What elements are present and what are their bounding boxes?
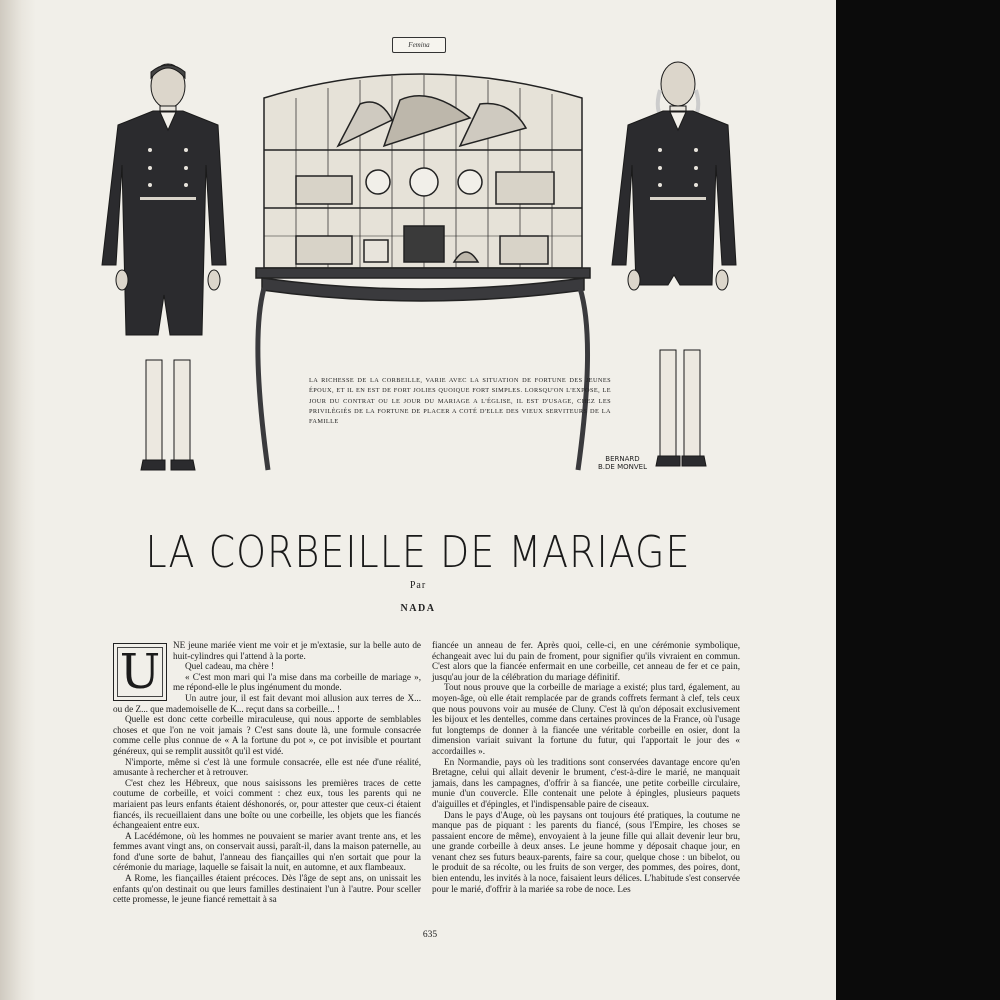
page-number: 635 — [422, 930, 438, 940]
signature-line-1: BERNARD — [605, 455, 640, 463]
paragraph: C'est chez les Hébreux, que nous saisissons les premières traces de cette coutume de corbeille, et voici comment : chez eux, tous les parents qui ne mariaient pas leurs enfants étaient déshonorés, or, pour attester que ceux-ci étaient fiancés, ils recueillaient dans une boîte ou une corbeille, les objets que les fiancés échangeaient entre eux. — [113, 777, 421, 831]
illustration-caption: LA RICHESSE DE LA CORBEILLE, VARIE AVEC LA SITUATION DE FORTUNE DES JEUNES ÉPOUX, ET IL EN EST DE FORT JOLIES QUOIQUE FORT SIMPLES. LORSQU'ON L'EXPOSE, LE JOUR DU CONTRAT OU LE JOUR DU MARIAGE A L'ÉGLISE, IL EST D'USAGE, CHEZ LES PRIVILÈGIÉS DE LA FORTUNE DE PLACER A COTÉ D'ELLE DES VIEUX SERVITEURS DE LA FAMILLE — [309, 377, 611, 426]
article-column-1 — [113, 640, 421, 905]
paragraph: Quel cadeau, ma chère ! — [185, 661, 275, 672]
artist-signature — [598, 455, 647, 471]
paragraph: Quelle est donc cette corbeille miraculeuse, qui nous apporte de semblables choses et que l'on ne voit jamais ? C'est sans doute là, une formule consacrée comme celle plus connue de « A la fortune du pot », ce pot invisible et pourtant généreux, qui se remplit aussitôt qu'il est vidé. — [113, 714, 421, 756]
paragraph: En Normandie, pays où les traditions sont conservées davantage encore qu'en Bretagne, celui qui allait devenir le brument, c'est-à-dire le marié, ne manquait jamais, dans les campagnes, d'offrir à sa fiancée, une petite corbeille circulaire, munie d'un couvercle. Elle contenait une pelote à épingles, plusieurs paquets d'aiguilles et d'épingles, et l'indispensable paire de ciseaux. — [432, 756, 740, 809]
paragraph: fiancée un anneau de fer. Après quoi, celle-ci, en une cérémonie symbolique, échangeait avec lui du pain de froment, pour signifier qu'ils vivraient en commun. C'est alors que la fiancée enfermait en une corbeille, cet anneau de fer et ce pain, jusqu'au jour de la célébration du mariage définitif. — [432, 640, 740, 682]
paragraph: Tout nous prouve que la corbeille de mariage a existé; plus tard, également, au moyen-âge, où elle était remplacée par de grands coffrets fermant à clef, tels ceux que nous pouvons voir au musée de Cluny. C'est là qu'on déposait exclusivement les bijoux et les dentelles, comme dans certaines provinces de la France, où l'usage fut longtemps de donner à la fiancée une véritable corbeille en osier, dont la dimension variait suivant la fortune du futur, qui l'apportait le jour des « accordailles ». — [432, 682, 740, 756]
article-title: LA CORBEILLE DE MARIAGE — [145, 526, 691, 578]
drop-cap: U — [113, 643, 167, 701]
paragraph: Un autre jour, il est fait devant moi allusion aux terres de X... ou de Z... que mademoiselle de K... reçut dans sa corbeille... ! — [113, 692, 421, 714]
paragraph: Dans le pays d'Auge, où les paysans ont toujours été pratiques, la coutume ne manque pas de piquant : les parents du fiancé, (sous l'Empire, les choses se passaient encore de même), envoyaient à la jeune fille qui allait devenir leur bru, une grande corbeille à deux anses. Le jeune homme y déposait chaque jour, en venant chez ses futurs beaux-parents, faire sa cour, quelque chose : un bibelot, ou le produit de sa récolte, ou les fruits de son verger, des pommes, des poires, dont, bien entendu, les invités à la noce, faisaient leurs délices. L'habitude s'est conservée pour le marié, d'offrir à la mariée sa robe de noce. Les — [432, 809, 740, 894]
paragraph: A Lacédémone, où les hommes ne pouvaient se marier avant trente ans, et les femmes avant vingt ans, on conservait aussi, paraît-il, dans la maison paternelle, au fond d'une sorte de bahut, l'anneau des fiançailles qui n'en sortait que pour la cérémonie du mariage, laquelle se faisait la nuit, en automne, et aux flambeaux. — [113, 830, 421, 873]
paragraph: N'importe, même si c'est là une formule consacrée, elle est née d'une réalité, amusante à rechercher et à retrouver. — [113, 756, 421, 778]
left-servant-figure — [102, 64, 226, 470]
article-byline: Par — [409, 580, 427, 591]
signature-line-2: B.DE MONVEL — [598, 463, 647, 471]
header-mark: Femina — [392, 37, 446, 53]
paragraph: NE jeune mariée vient me voir et je m'extasie, sur la belle auto de huit-cylindres qui l'attend à la porte. — [173, 640, 421, 661]
paragraph: « C'est mon mari qui l'a mise dans ma corbeille de mariage », me répond-elle le plus ingénument du monde. — [173, 671, 421, 693]
article-author: NADA — [400, 603, 436, 614]
article-column-2 — [432, 640, 740, 894]
paragraph: A Rome, les fiançailles étaient précoces. Dès l'âge de sept ans, on unissait les enfants qu'on destinait ou que leurs familles destinaient l'un à l'autre. Pour sceller cette promesse, le jeune fiancé remettait à sa — [113, 873, 421, 905]
right-servant-figure — [612, 62, 736, 466]
